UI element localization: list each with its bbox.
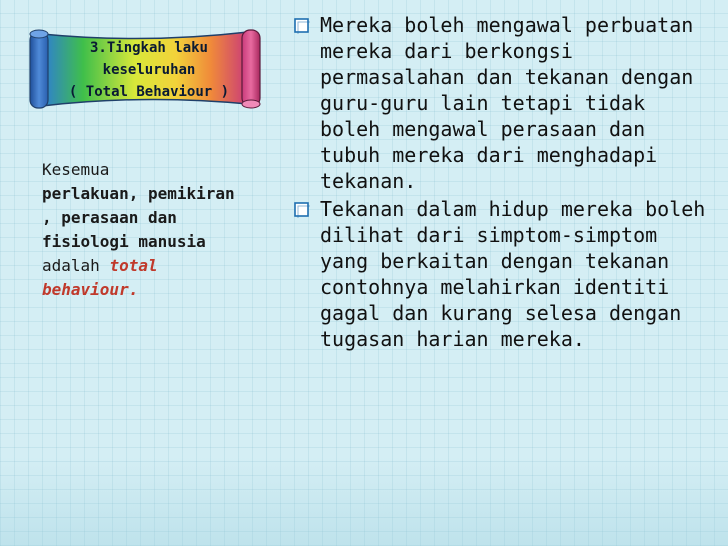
definition-connector: adalah [42,256,110,275]
definition-end: . [128,280,139,299]
bullet-text: Tekanan dalam hidup mereka boleh dilihat dari simptom-simptom yang berkaitan dengan tekanan contohnya melahirkan identiti gagal dan kurang selesa dengan tugasan harian mereka. [320,197,706,351]
title-scroll-banner [20,28,268,110]
bullet-item [292,196,712,352]
title-line-3: ( Total Behaviour ) [68,84,230,100]
title-text-block [54,34,244,106]
bullet-item [292,12,712,194]
definition-intro: Kesemua [42,160,110,179]
bullet-text: Mereka boleh mengawal perbuatan mereka dari berkongsi permasalahan dan tekanan dengan guru-guru lain tetapi tidak boleh mengawal perasaan dan tubuh mereka dari menghadapi tekanan. [320,13,694,193]
definition-text [42,158,282,302]
title-line-1: 3.Tingkah laku [89,40,208,56]
bullet-list [292,12,712,354]
definition-highlight: total behaviour [42,256,158,299]
checkbox-icon [294,18,308,32]
definition-bold: perlakuan, pemikiran , perasaan dan fisiologi manusia [42,184,235,251]
background-shade [0,456,728,546]
checkbox-icon [294,202,308,216]
title-line-2: keseluruhan [102,62,196,78]
